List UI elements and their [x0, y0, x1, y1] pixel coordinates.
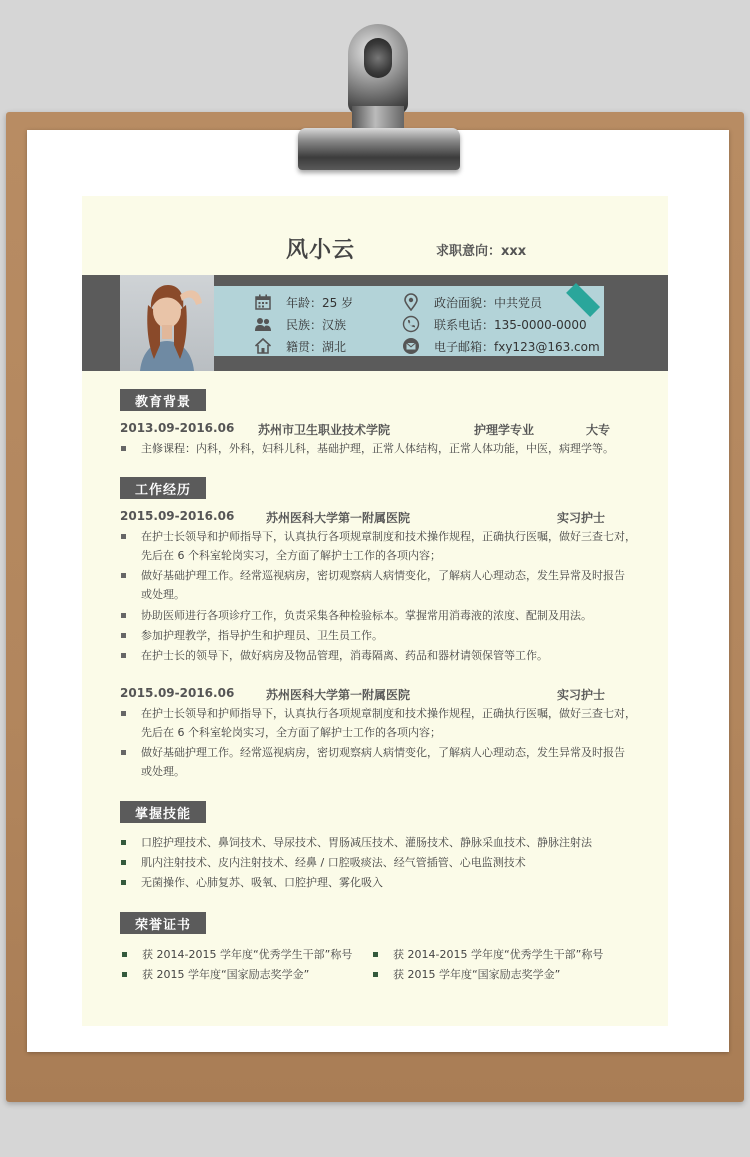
job-period: 2015.09-2016.06 [120, 686, 235, 700]
location-pin-icon [402, 293, 420, 311]
phone-icon [402, 315, 420, 333]
candidate-name: 风小云 [286, 238, 356, 263]
calendar-icon [254, 293, 272, 311]
info-phone: 联系电话：135-0000-0000 [402, 315, 587, 333]
info-politics: 政治面貌：中共党员 [402, 293, 542, 311]
skill-item: 无菌操作、心肺复苏、吸氧、口腔护理、雾化吸入 [141, 873, 383, 892]
job-item: 在护士长的领导下，做好病房及物品管理，消毒隔离、药品和器材请领保管等工作。 [141, 646, 548, 665]
section-title-work: 工作经历 [120, 477, 206, 499]
honor-item: 获 2015 学年度“国家励志奖学金” [393, 965, 560, 984]
edu-school: 苏州市卫生职业技术学院 [258, 423, 391, 437]
edu-major: 护理学专业 [474, 423, 535, 437]
edu-period: 2013.09-2016.06 [120, 421, 235, 435]
mail-icon [402, 337, 420, 355]
home-icon [254, 337, 272, 355]
people-icon [254, 315, 272, 333]
job-period: 2015.09-2016.06 [120, 509, 235, 523]
job-org: 苏州医科大学第一附属医院 [266, 511, 411, 525]
info-age: 年龄：25 岁 [254, 293, 353, 311]
binder-clip-icon [296, 24, 462, 172]
job-item: 做好基础护理工作。经常巡视病房，密切观察病人病情变化，了解病人心理动态，发生异常及时报告 或处理。 [141, 566, 625, 604]
honor-item: 获 2014-2015 学年度“优秀学生干部”称号 [393, 945, 603, 964]
job-item: 参加护理教学，指导护生和护理员、卫生员工作。 [141, 626, 383, 645]
skill-item: 口腔护理技术、鼻饲技术、导尿技术、胃肠减压技术、灌肠技术、静脉采血技术、静脉注射法 [141, 833, 592, 852]
avatar [120, 275, 214, 371]
section-title-honors: 荣誉证书 [120, 912, 206, 934]
job-org: 苏州医科大学第一附属医院 [266, 688, 411, 702]
section-title-education: 教育背景 [120, 389, 206, 411]
skill-item: 肌内注射技术、皮内注射技术、经鼻 / 口腔吸痰法、经气管插管、心电监测技术 [141, 853, 526, 872]
info-email: 电子邮箱：fxy123@163.com [402, 337, 600, 355]
job-role: 实习护士 [557, 511, 606, 525]
section-title-skills: 掌握技能 [120, 801, 206, 823]
edu-degree: 大专 [586, 423, 611, 437]
edu-courses: 主修课程：内科，外科，妇科儿科，基础护理，正常人体结构，正常人体功能，中医，病理学等。 [141, 439, 614, 458]
job-intent: 求职意向：xxx [436, 244, 527, 259]
job-role: 实习护士 [557, 688, 606, 702]
info-ethnicity: 民族：汉族 [254, 315, 346, 333]
info-hometown: 籍贯：湖北 [254, 337, 346, 355]
job-item: 做好基础护理工作。经常巡视病房，密切观察病人病情变化，了解病人心理动态，发生异常及时报告 或处理。 [141, 743, 625, 781]
job-item: 协助医师进行各项诊疗工作，负责采集各种检验标本。掌握常用消毒液的浓度、配制及用法。 [141, 606, 592, 625]
honor-item: 获 2015 学年度“国家励志奖学金” [142, 965, 309, 984]
honor-item: 获 2014-2015 学年度“优秀学生干部”称号 [142, 945, 352, 964]
job-item: 在护士长领导和护师指导下，认真执行各项规章制度和技术操作规程，正确执行医嘱，做好三查七对， 先后在 6 个科室轮岗实习，全方面了解护士工作的各项内容； [141, 527, 636, 565]
job-item: 在护士长领导和护师指导下，认真执行各项规章制度和技术操作规程，正确执行医嘱，做好三查七对， 先后在 6 个科室轮岗实习，全方面了解护士工作的各项内容； [141, 704, 636, 742]
